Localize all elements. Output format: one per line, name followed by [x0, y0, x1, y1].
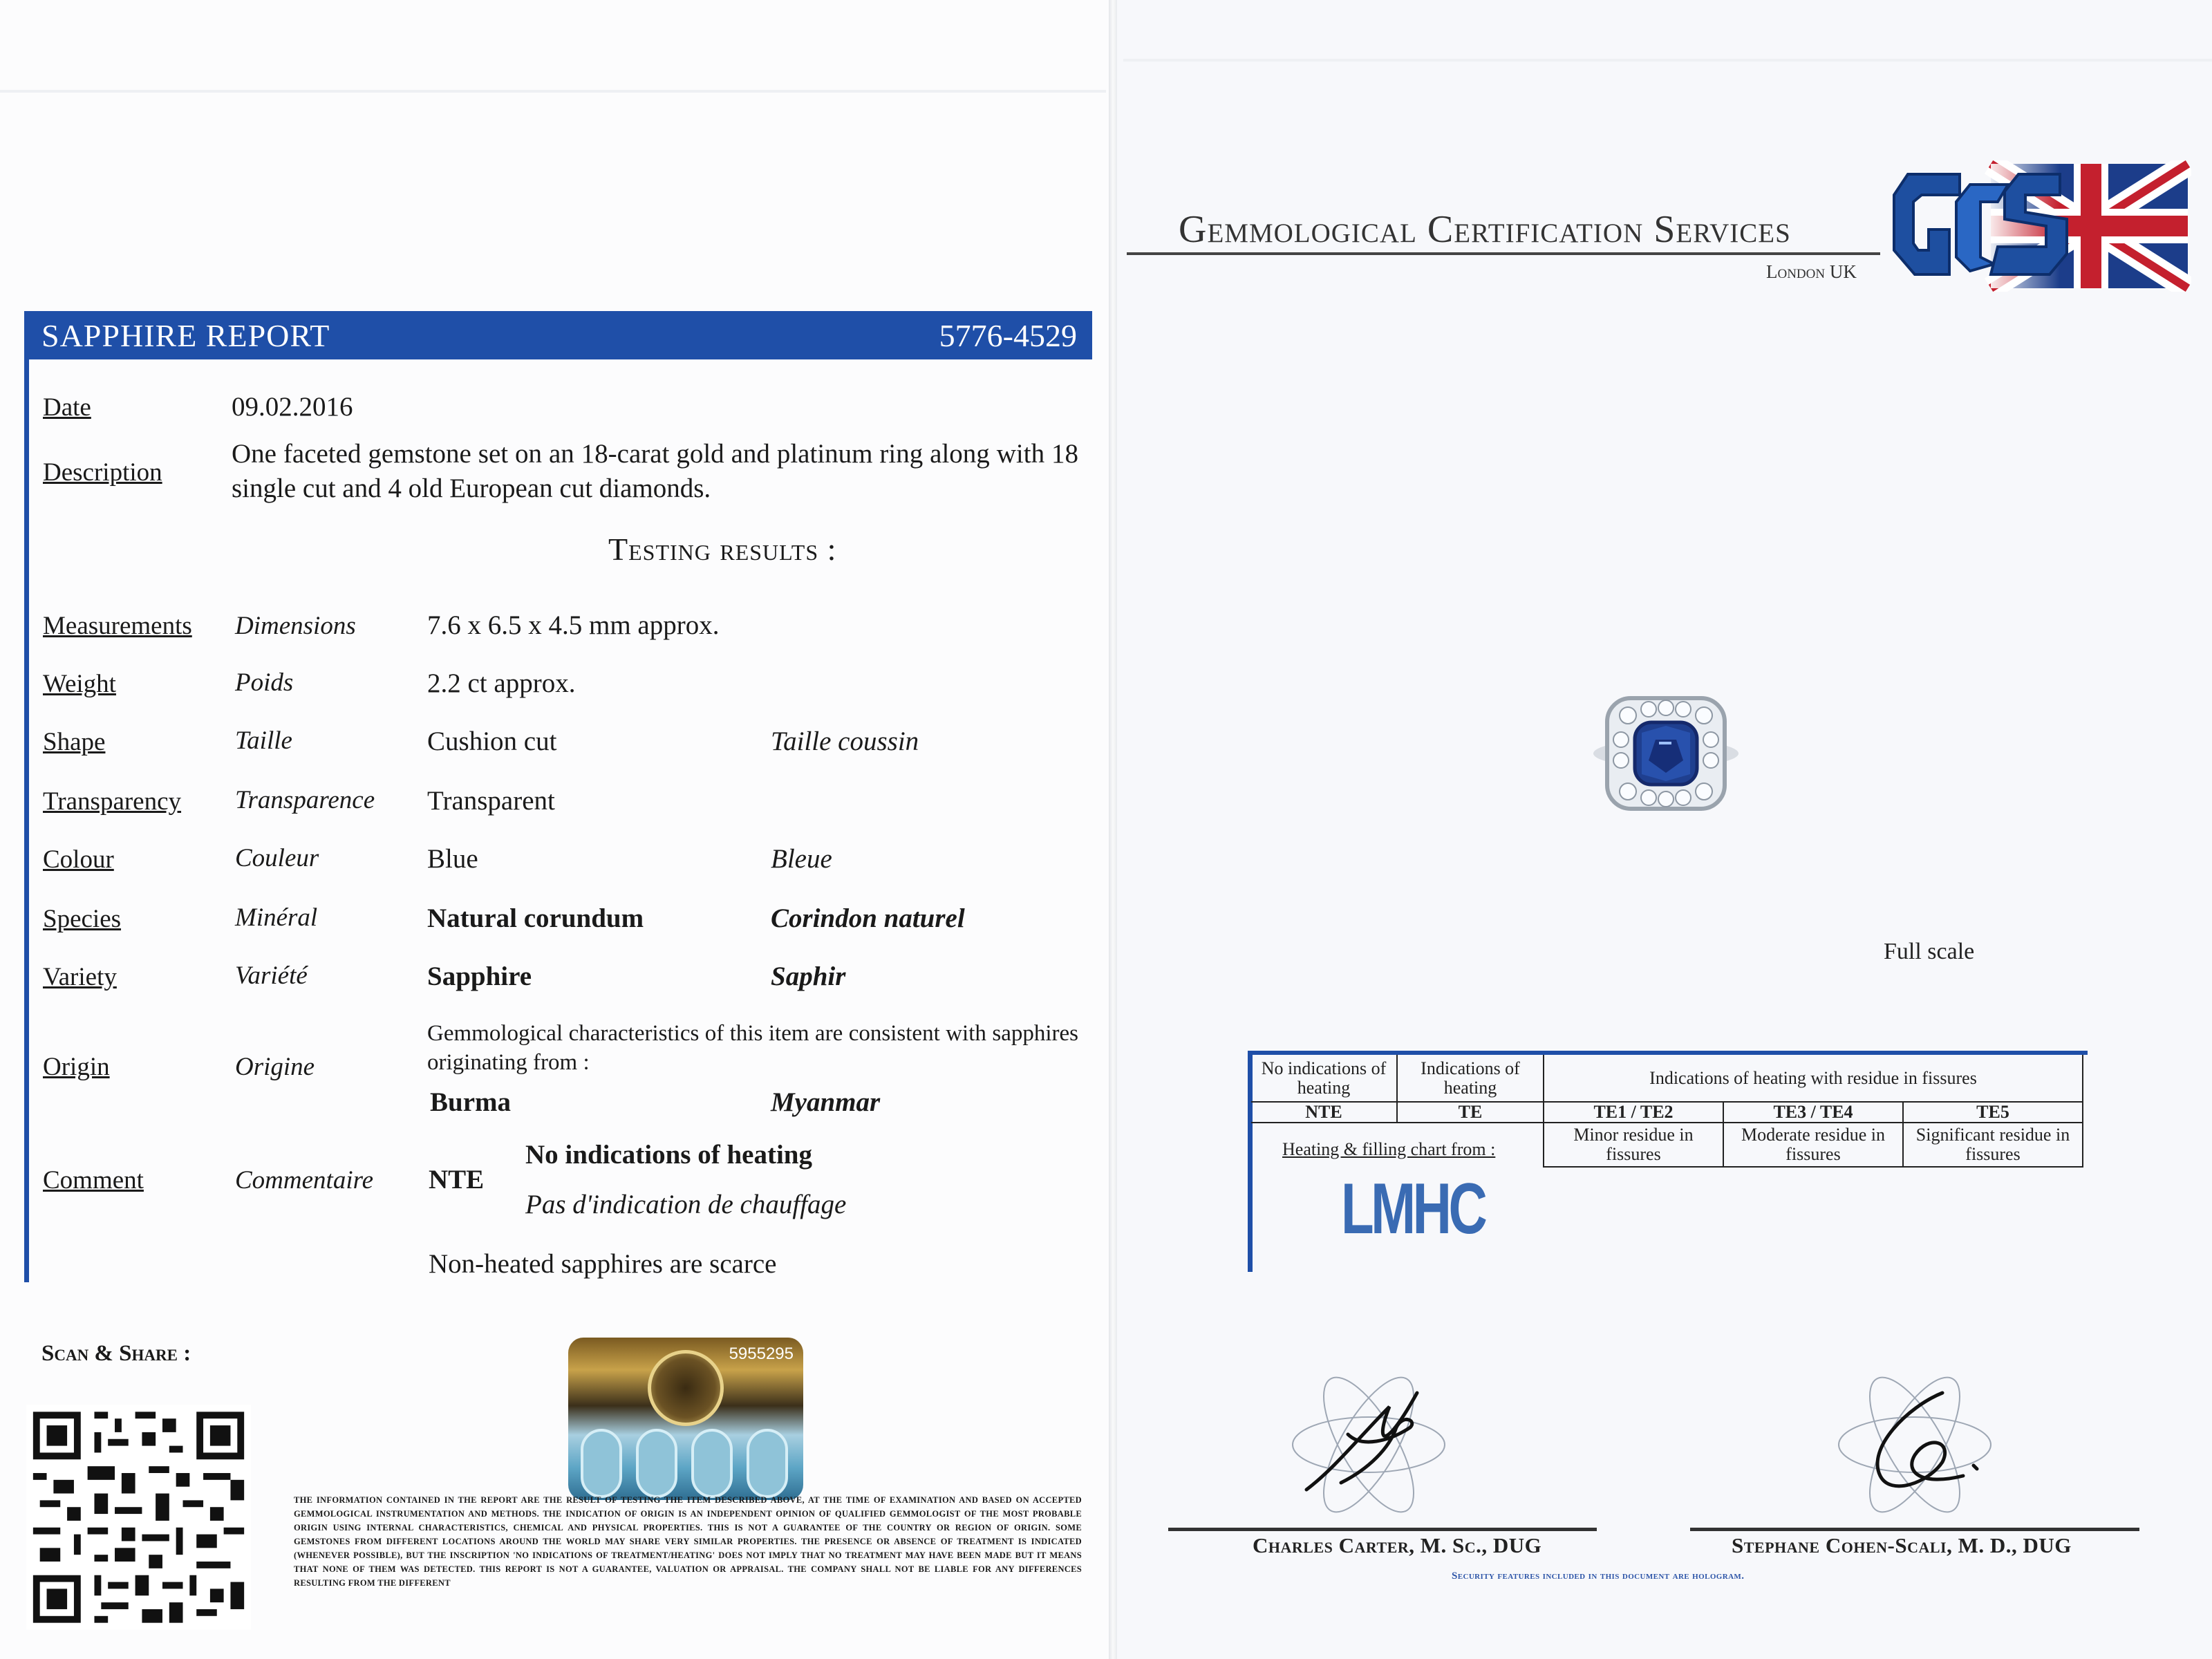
disclaimer-text: THE INFORMATION CONTAINED IN THE REPORT ARE THE RESULT OF TESTING THE ITEM DESCRIBED ABOVE, AT THE TIME OF EXAMINATION AND BASED ON ACCEPTED GEMMOLOGICAL INSTRUMENTATION AND METHODS. THE INDICATION OF ORIGIN IS AN INDEPENDENT OPINION OF QUALIFIED GEMMOLOGIST OF THE MOST PROBABLE ORIGIN USING INTERNAL CHARACTERISTICS, CHEMICAL AND PHYSICAL PROPERTIES. THIS IS NOT A GUARANTEE OF THE COUNTRY OR REGION OF ORIGIN. SOME GEMSTONES FROM DIFFERENT LOCATIONS AROUND THE WORLD MAY SHARE VERY SIMILAR PROPERTIES. THE PRESENCE OR ABSENCE OF TREATMENT IS INDICATED (WHENEVER POSSIBLE), BUT THE INSCRIPTION 'NO INDICATIONS OF TREATMENT/HEATING' DOES NOT IMPLY THAT NO TREATMENT MAY HAVE BEEN MADE BUT IT MEANS THAT NONE OF THEM WAS DETECTED. THIS REPORT IS NOT A GUARANTEE, VALUATION OR APPRAISAL. THE COMPANY SHALL NOT BE LIABLE FOR ANY DIFFERENCES RESULTING FROM THE DIFFERENT — [294, 1495, 1082, 1588]
col-te-header: Indications of heating — [1397, 1055, 1544, 1102]
row-value-fr: Saphir — [771, 962, 846, 991]
row-value: Natural corundum — [427, 903, 644, 933]
origin-value-fr: Myanmar — [771, 1087, 881, 1117]
ring-photo — [1590, 691, 1742, 816]
row-label-en: Variety — [43, 963, 117, 991]
signature-1 — [1279, 1365, 1459, 1524]
signatory-1-name: Charles Carter, M. Sc., DUG — [1253, 1533, 1542, 1557]
row-value-fr: Bleue — [771, 844, 832, 874]
hologram-pattern — [636, 1429, 677, 1498]
issuer-name: Gemmological Certification Services — [1179, 208, 1791, 251]
description-label: Description — [43, 458, 162, 487]
row-label-fr: Variété — [235, 962, 308, 990]
hologram-pattern — [691, 1429, 733, 1498]
issuer-rule — [1127, 252, 1880, 255]
code-te1-te2: TE1 / TE2 — [1544, 1102, 1723, 1123]
code-te5: TE5 — [1903, 1102, 2083, 1123]
signature-line-1 — [1168, 1528, 1597, 1531]
code-nte: NTE — [1251, 1102, 1397, 1123]
code-te: TE — [1397, 1102, 1544, 1123]
comment-code: NTE — [429, 1165, 485, 1194]
issuer-location: London UK — [1766, 261, 1857, 282]
description-value: One faceted gemstone set on an 18-carat gold and platinum ring along with 18 single cut and 4 old European cut diamonds. — [232, 439, 1078, 503]
row-label-en: Species — [43, 905, 122, 933]
row-value: Transparent — [427, 786, 555, 816]
scan-share-label: Scan & Share : — [41, 1341, 191, 1366]
report-title: SAPPHIRE REPORT — [41, 317, 330, 353]
comment-line-fr: Pas d'indication de chauffage — [525, 1190, 847, 1219]
row-label-en: Transparency — [43, 787, 182, 816]
row-label-fr: Minéral — [235, 903, 318, 932]
security-note: Security features included in this document are hologram. — [1452, 1571, 1745, 1582]
row-label-en: Weight — [43, 670, 116, 698]
testing-results-heading: Testing results : — [608, 532, 837, 567]
comment-note: Non-heated sapphires are scarce — [429, 1249, 777, 1279]
page-fold — [1109, 0, 1117, 1659]
hologram-seal-icon — [648, 1350, 724, 1426]
security-hologram — [568, 1338, 803, 1500]
row-label-fr: Poids — [235, 668, 294, 697]
origin-text: Gemmological characteristics of this item are consistent with sapphires originating from : — [427, 1021, 1078, 1075]
code-te3-te4: TE3 / TE4 — [1723, 1102, 1903, 1123]
comment-label-fr: Commentaire — [235, 1166, 374, 1194]
col-residue-header: Indications of heating with residue in fissures — [1544, 1055, 2083, 1102]
signatory-2-name: Stephane Cohen-Scali, M. D., DUG — [1732, 1533, 2072, 1557]
hologram-pattern — [581, 1429, 622, 1498]
row-value: 7.6 x 6.5 x 4.5 mm approx. — [427, 610, 720, 640]
residue-significant: Significant residue in fissures — [1903, 1123, 2083, 1167]
row-label-fr: Couleur — [235, 844, 319, 872]
row-label-fr: Transparence — [235, 786, 375, 814]
residue-moderate: Moderate residue in fissures — [1723, 1123, 1903, 1167]
residue-minor: Minor residue in fissures — [1544, 1123, 1723, 1167]
row-label-fr: Dimensions — [235, 612, 356, 640]
date-value: 09.02.2016 — [232, 392, 353, 422]
report-number: 5776-4529 — [939, 317, 1077, 353]
origin-label-fr: Origine — [235, 1053, 315, 1081]
lmhc-logo: LMHC — [1341, 1169, 1485, 1249]
col-nte-header: No indications of heating — [1251, 1055, 1397, 1102]
row-value: 2.2 ct approx. — [427, 668, 576, 698]
signature-line-2 — [1690, 1528, 2139, 1531]
row-label-en: Colour — [43, 845, 114, 874]
row-label-en: Measurements — [43, 612, 192, 640]
row-value-fr: Corindon naturel — [771, 903, 965, 933]
row-label-en: Shape — [43, 728, 106, 756]
top-rule-right — [1123, 59, 2212, 62]
row-label-fr: Taille — [235, 727, 292, 755]
chart-source-link[interactable]: Heating & filling chart from : — [1282, 1139, 1496, 1159]
row-value: Cushion cut — [427, 727, 557, 756]
gcs-logo-icon — [1887, 160, 2191, 292]
origin-label: Origin — [43, 1053, 110, 1081]
photo-caption: Full scale — [1884, 939, 1975, 964]
origin-value: Burma — [430, 1087, 511, 1117]
hologram-pattern — [747, 1429, 788, 1498]
row-value-fr: Taille coussin — [771, 727, 919, 756]
comment-line-en: No indications of heating — [525, 1140, 812, 1170]
report-header — [24, 311, 1092, 359]
top-rule-left — [0, 90, 1106, 93]
row-value: Sapphire — [427, 962, 532, 991]
date-label: Date — [43, 393, 91, 422]
qr-code[interactable] — [26, 1400, 251, 1635]
hologram-number: 5955295 — [729, 1344, 794, 1363]
signature-2 — [1825, 1365, 2005, 1524]
comment-label: Comment — [43, 1166, 144, 1194]
row-value: Blue — [427, 844, 478, 874]
